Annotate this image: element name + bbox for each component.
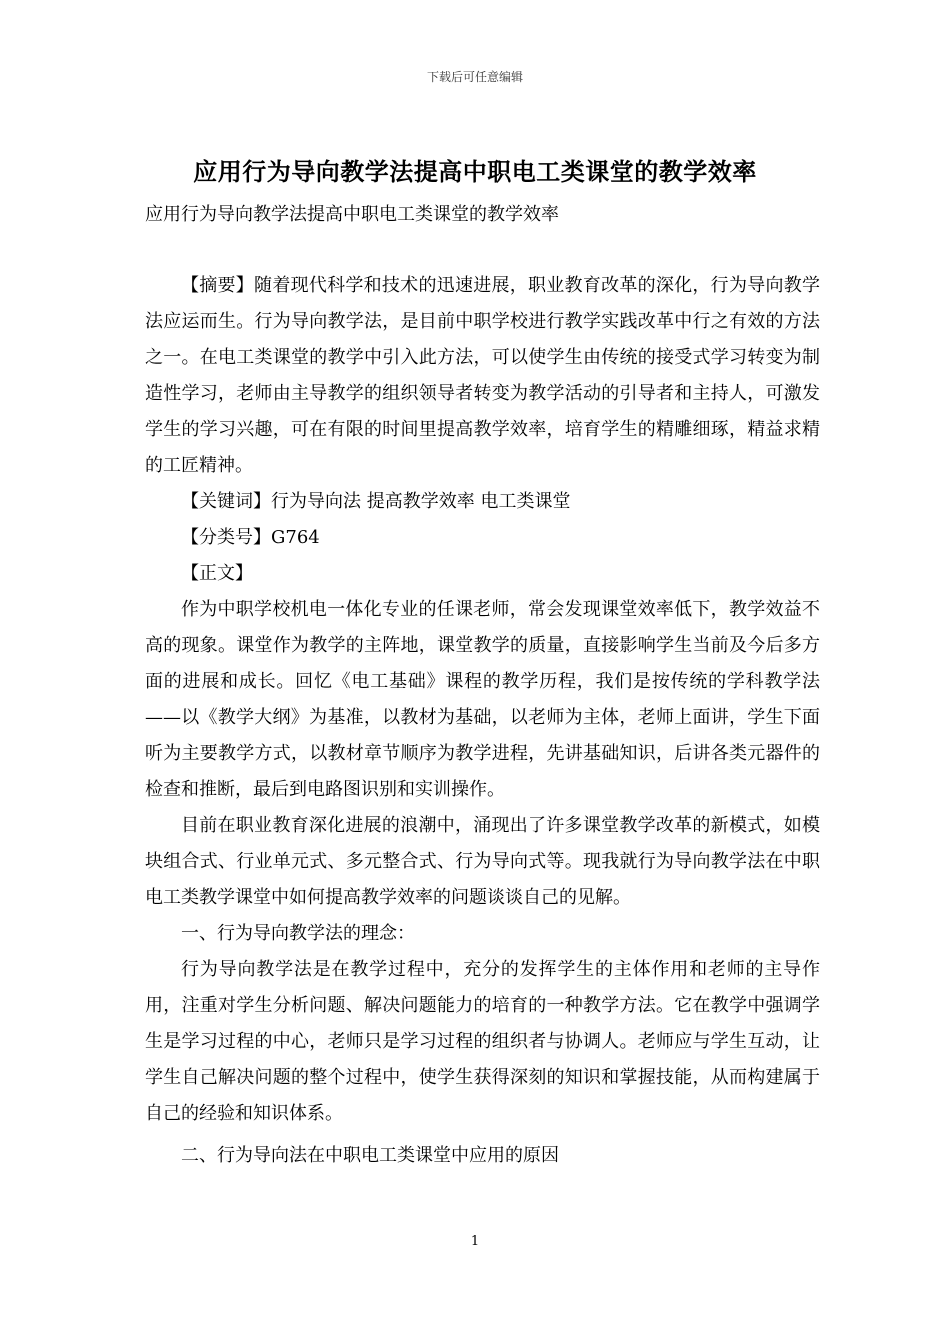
section-heading: 一、行为导向教学法的理念： xyxy=(181,923,415,944)
page-number: 1 xyxy=(470,1234,480,1249)
section-heading: 二、行为导向法在中职电工类课堂中应用的原因 xyxy=(181,1145,559,1166)
document-subtitle: 应用行为导向教学法提高中职电工类课堂的教学效率 xyxy=(145,204,559,225)
body-label: 【正文】 xyxy=(181,563,253,584)
body-paragraph: 目前在职业教育深化进展的浪潮中，涌现出了许多课堂教学改革的新模式，如模块组合式、行业单元式、多元整合式、行为导向式等。现我就行为导向教学法在中职电工类教学课堂中如何提高教学效率的问题谈谈自己的见解。 xyxy=(145,815,820,908)
document-body xyxy=(145,268,820,1174)
body-paragraph: 作为中职学校机电一体化专业的任课老师，常会发现课堂效率低下，教学效益不高的现象。课堂作为教学的主阵地，课堂教学的质量，直接影响学生当前及今后多方面的进展和成长。回忆《电工基础》课程的教学历程，我们是按传统的学科教学法——以《教学大纲》为基准，以教材为基础，以老师为主体，老师上面讲，学生下面听为主要教学方式，以教材章节顺序为教学进程，先讲基础知识，后讲各类元器件的检查和推断，最后到电路图识别和实训操作。 xyxy=(145,599,820,800)
keywords-line: 【关键词】行为导向法 提高教学效率 电工类课堂 xyxy=(181,491,571,512)
document-title: 应用行为导向教学法提高中职电工类课堂的教学效率 xyxy=(193,157,757,186)
abstract-paragraph: 【摘要】随着现代科学和技术的迅速进展，职业教育改革的深化，行为导向教学法应运而生。行为导向教学法，是目前中职学校进行教学实践改革中行之有效的方法之一。在电工类课堂的教学中引入此方法，可以使学生由传统的接受式学习转变为制造性学习，老师由主导教学的组织领导者转变为教学活动的引导者和主持人，可激发学生的学习兴趣，可在有限的时间里提高教学效率，培育学生的精雕细琢，精益求精的工匠精神。 xyxy=(145,275,820,476)
header-note: 下载后可任意编辑 xyxy=(426,70,523,84)
section-paragraph: 行为导向教学法是在教学过程中，充分的发挥学生的主体作用和老师的主导作用，注重对学生分析问题、解决问题能力的培育的一种教学方法。它在教学中强调学生是学习过程的中心，老师只是学习过程的组织者与协调人。老师应与学生互动，让学生自己解决问题的整个过程中，使学生获得深刻的知识和掌握技能，从而构建属于自己的经验和知识体系。 xyxy=(145,959,820,1124)
classification-line: 【分类号】G764 xyxy=(181,527,320,548)
